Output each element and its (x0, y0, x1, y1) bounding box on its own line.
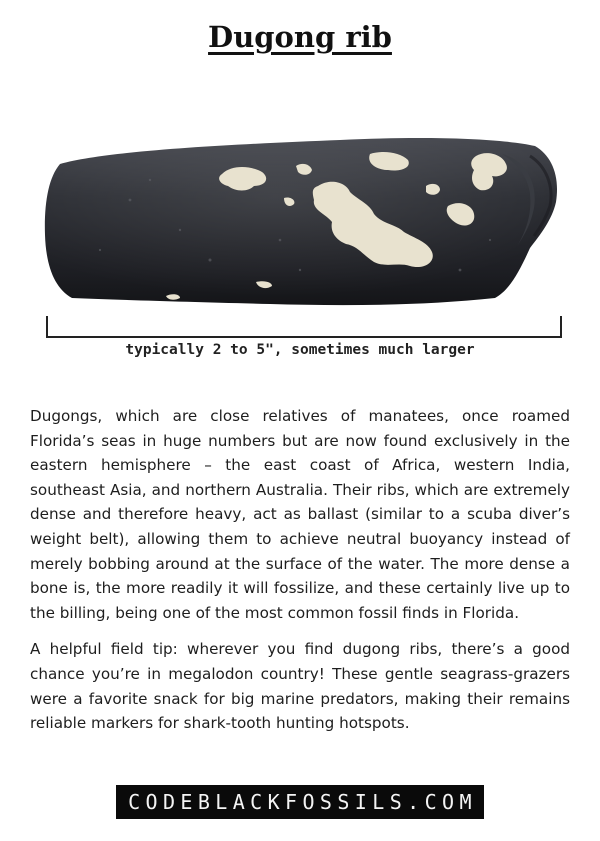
page-title: Dugong rib (208, 20, 392, 54)
description-body (30, 404, 570, 748)
scale-right-tick (560, 316, 562, 338)
size-scale-bracket (46, 316, 562, 340)
fossil-rib-photo (40, 120, 565, 320)
brand-website-label: CODEBLACKFOSSILS.COM (116, 785, 484, 819)
scale-line (46, 336, 562, 338)
size-caption: typically 2 to 5", sometimes much larger (125, 342, 475, 358)
paragraph-history: Dugongs, which are close relatives of manatees, once roamed Florida’s seas in huge numbers but are now found exclusively in the eastern hemisphere – the east coast of Africa, western India, southeast Asia, and northern Australia. Their ribs, which are extremely dense and therefore heavy, act as ballast (similar to a scuba diver’s weight belt), allowing them to achieve neutral buoyancy instead of merely bobbing around at the surface of the water. The more dense a bone is, the more readily it will fossilize, and these certainly live up to the billing, being one of the most common fossil finds in Florida. (30, 407, 570, 622)
paragraph-field-tip: A helpful field tip: wherever you find dugong ribs, there’s a good chance you’re in megalodon country! These gentle seagrass-grazers were a favorite snack for big marine predators, making their remains reliable markers for shark-tooth hunting hotspots. (30, 640, 570, 733)
scale-left-tick (46, 316, 48, 338)
